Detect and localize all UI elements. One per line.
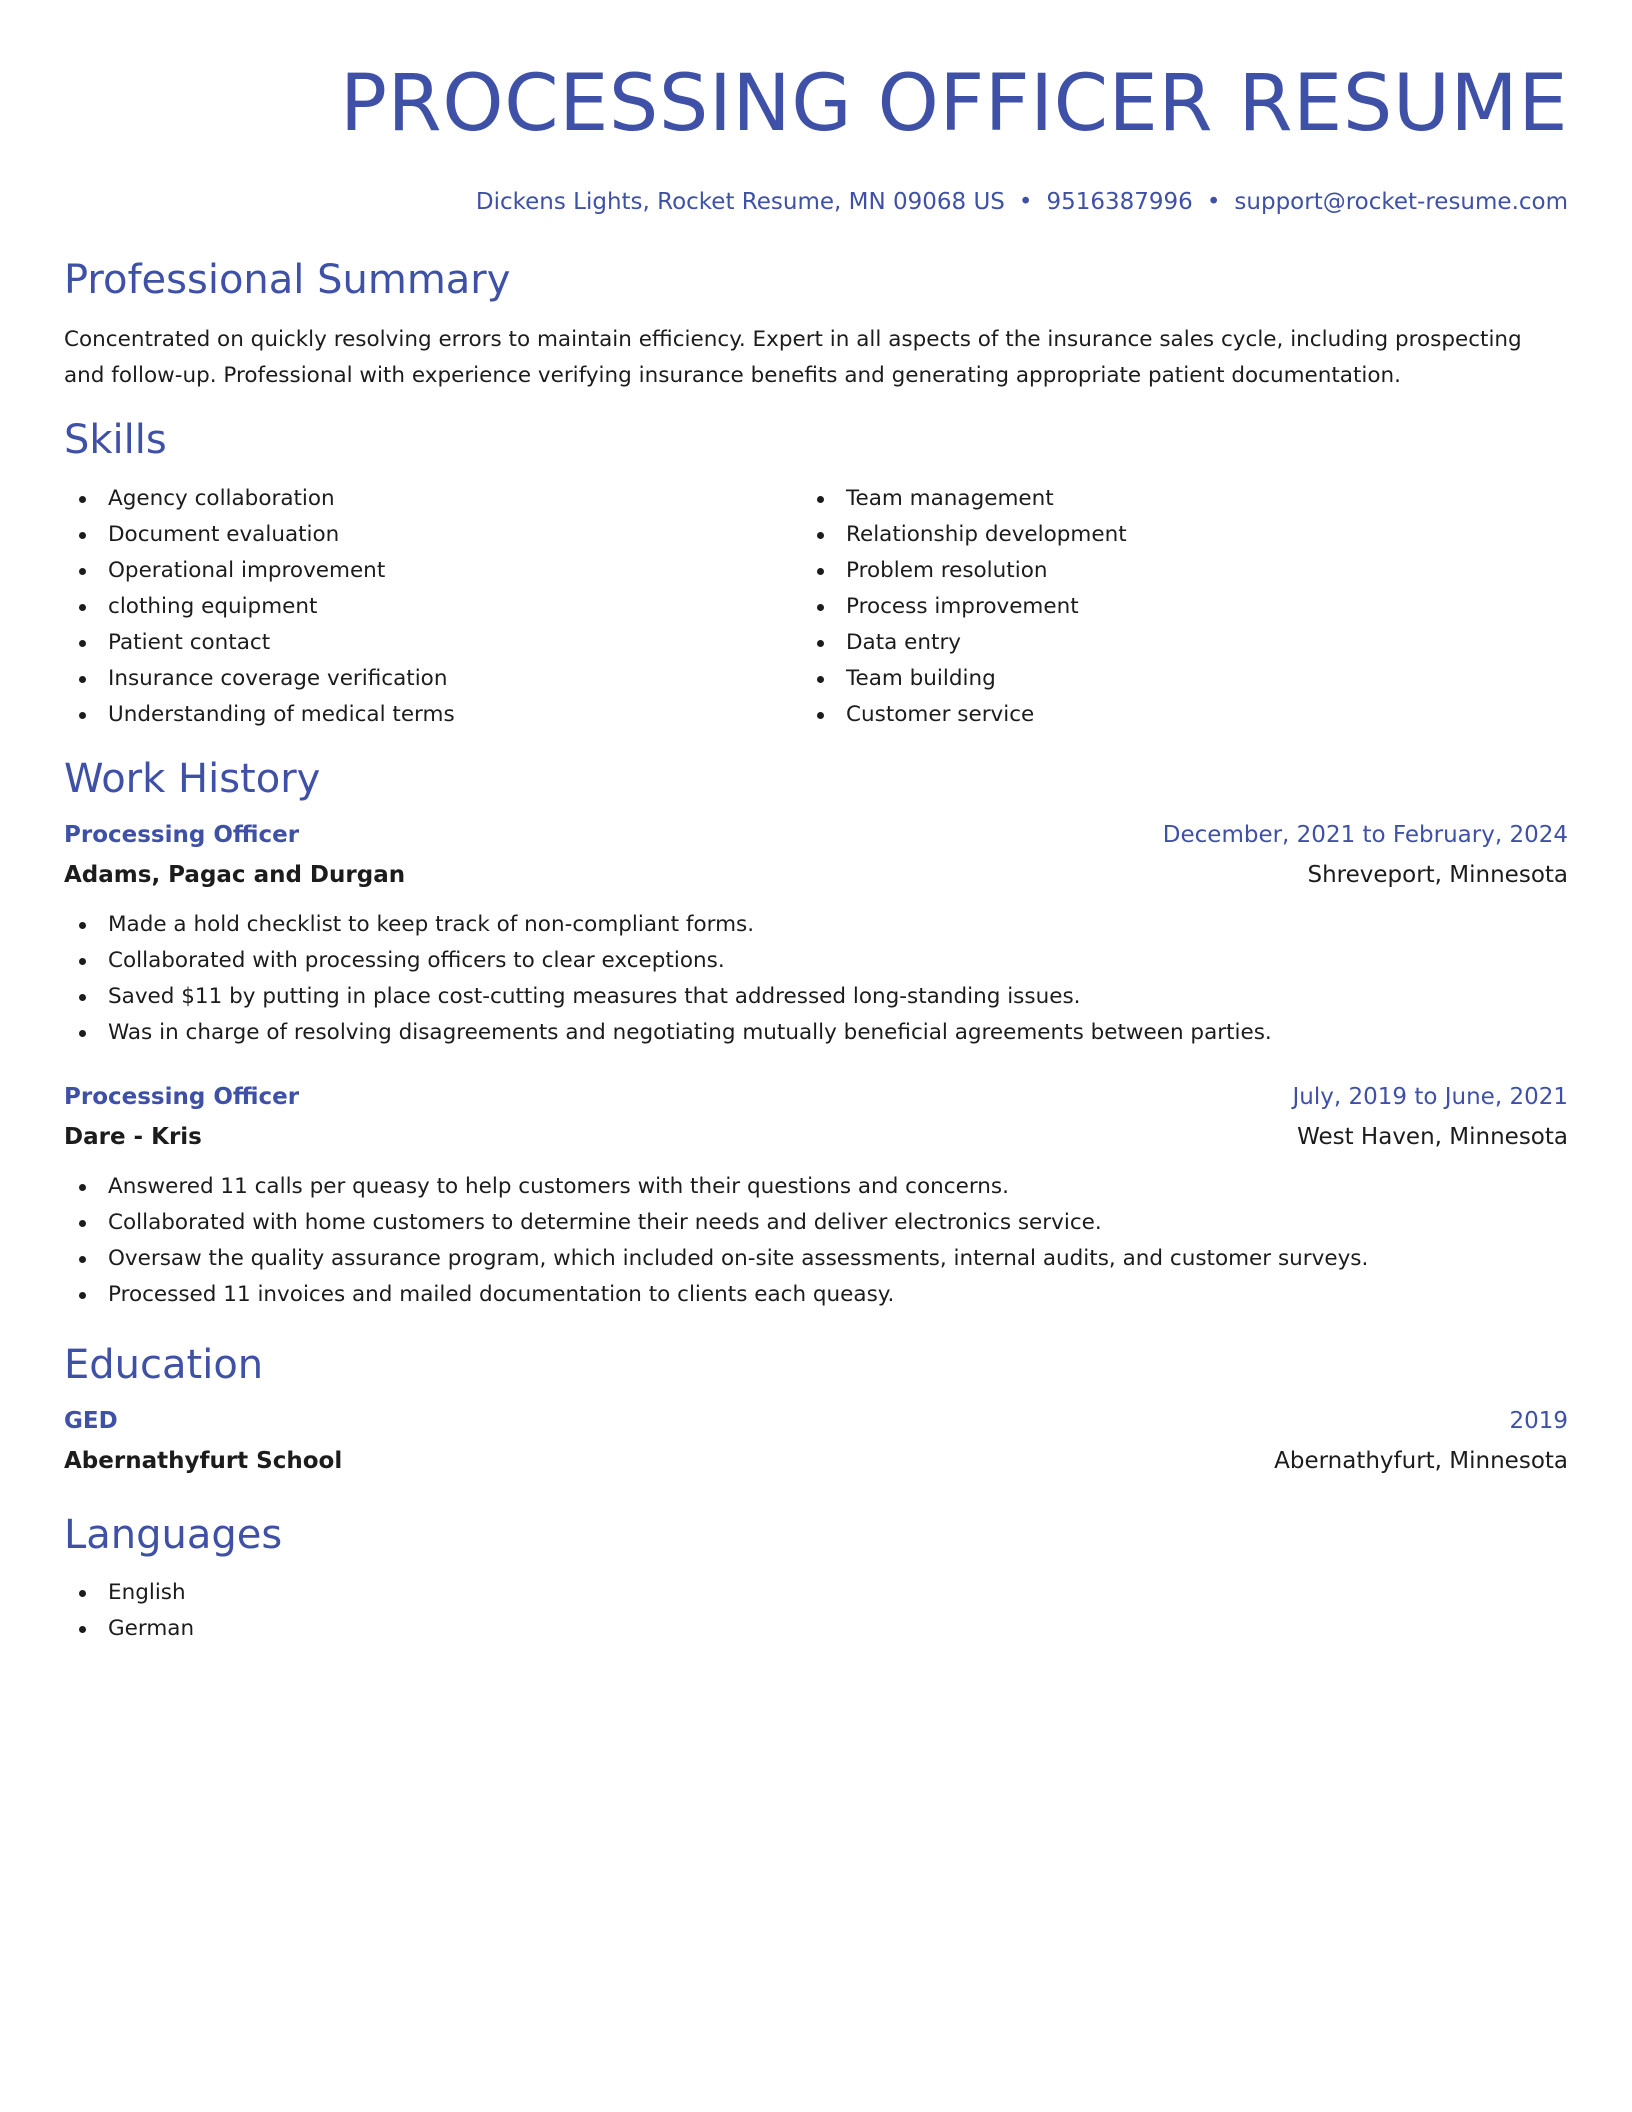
contact-address: Dickens Lights, Rocket Resume, MN 09068 US [475, 189, 1005, 215]
job-location: West Haven, Minnesota [1297, 1124, 1568, 1150]
job-bullet: Collaborated with home customers to determine their needs and deliver electronics service. [64, 1205, 1568, 1241]
skill-item: Understanding of medical terms [64, 697, 802, 733]
skills-list-right [802, 481, 1540, 733]
education-school: Abernathyfurt School [64, 1448, 343, 1474]
job-bullet: Was in charge of resolving disagreements and negotiating mutually beneficial agreements between parties. [64, 1015, 1568, 1051]
contact-separator: • [1206, 189, 1221, 215]
job-header-row [64, 815, 1568, 855]
contact-email[interactable]: support@rocket-resume.com [1234, 189, 1568, 215]
skill-item: Process improvement [802, 589, 1540, 625]
skill-item: clothing equipment [64, 589, 802, 625]
job-entry [64, 815, 1568, 1051]
job-company: Adams, Pagac and Durgan [64, 862, 406, 888]
skill-item: Agency collaboration [64, 481, 802, 517]
skills-list-left [64, 481, 802, 733]
job-entry [64, 1077, 1568, 1313]
summary-heading: Professional Summary [64, 257, 511, 303]
skill-item: Team building [802, 661, 1540, 697]
education-heading: Education [64, 1342, 264, 1388]
job-dates: December, 2021 to February, 2024 [1162, 822, 1568, 848]
education-location: Abernathyfurt, Minnesota [1274, 1448, 1568, 1474]
job-bullet: Oversaw the quality assurance program, which included on-site assessments, internal audits, and customer surveys. [64, 1241, 1568, 1277]
skill-item: Problem resolution [802, 553, 1540, 589]
job-company-row [64, 1117, 1568, 1157]
job-company-row [64, 855, 1568, 895]
education-year: 2019 [1509, 1408, 1568, 1434]
language-item: German [64, 1611, 1568, 1647]
job-bullet: Answered 11 calls per queasy to help customers with their questions and concerns. [64, 1169, 1568, 1205]
skill-item: Operational improvement [64, 553, 802, 589]
skill-item: Customer service [802, 697, 1540, 733]
languages-list [64, 1575, 1568, 1647]
skills-section [64, 416, 1568, 733]
skills-heading: Skills [64, 417, 167, 463]
education-school-row [64, 1441, 1568, 1481]
job-title: Processing Officer [64, 1084, 300, 1110]
skills-columns [64, 481, 1568, 733]
work-history-heading: Work History [64, 756, 321, 802]
job-title: Processing Officer [64, 822, 300, 848]
skill-item: Relationship development [802, 517, 1540, 553]
skill-item: Document evaluation [64, 517, 802, 553]
education-entry [64, 1401, 1568, 1481]
job-bullet: Processed 11 invoices and mailed documentation to clients each queasy. [64, 1277, 1568, 1313]
job-bullet: Saved $11 by putting in place cost-cutting measures that addressed long-standing issues. [64, 979, 1568, 1015]
skill-item: Patient contact [64, 625, 802, 661]
job-bullets [64, 907, 1568, 1051]
contact-line [64, 188, 1568, 216]
skill-item: Data entry [802, 625, 1540, 661]
education-section [64, 1341, 1568, 1481]
languages-section [64, 1511, 1568, 1647]
job-dates: July, 2019 to June, 2021 [1292, 1084, 1568, 1110]
skill-item: Insurance coverage verification [64, 661, 802, 697]
education-degree: GED [64, 1408, 118, 1434]
education-header-row [64, 1401, 1568, 1441]
work-history-section [64, 755, 1568, 1313]
skill-item: Team management [802, 481, 1540, 517]
summary-text: Concentrated on quickly resolving errors to maintain efficiency. Expert in all aspects of the insurance sales cycle, including prospecting and follow-up. Professional with experience verifying insurance benefits and generating appropriate patient documentation. [64, 327, 1522, 388]
language-item: English [64, 1575, 1568, 1611]
job-bullets [64, 1169, 1568, 1313]
resume-title: PROCESSING OFFICER RESUME [339, 59, 1568, 149]
job-header-row [64, 1077, 1568, 1117]
contact-separator: • [1018, 189, 1033, 215]
languages-heading: Languages [64, 1512, 283, 1558]
job-company: Dare - Kris [64, 1124, 202, 1150]
summary-section [64, 256, 1568, 394]
job-bullet: Made a hold checklist to keep track of non-compliant forms. [64, 907, 1568, 943]
job-bullet: Collaborated with processing officers to clear exceptions. [64, 943, 1568, 979]
contact-phone: 9516387996 [1046, 189, 1193, 215]
job-location: Shreveport, Minnesota [1307, 862, 1568, 888]
